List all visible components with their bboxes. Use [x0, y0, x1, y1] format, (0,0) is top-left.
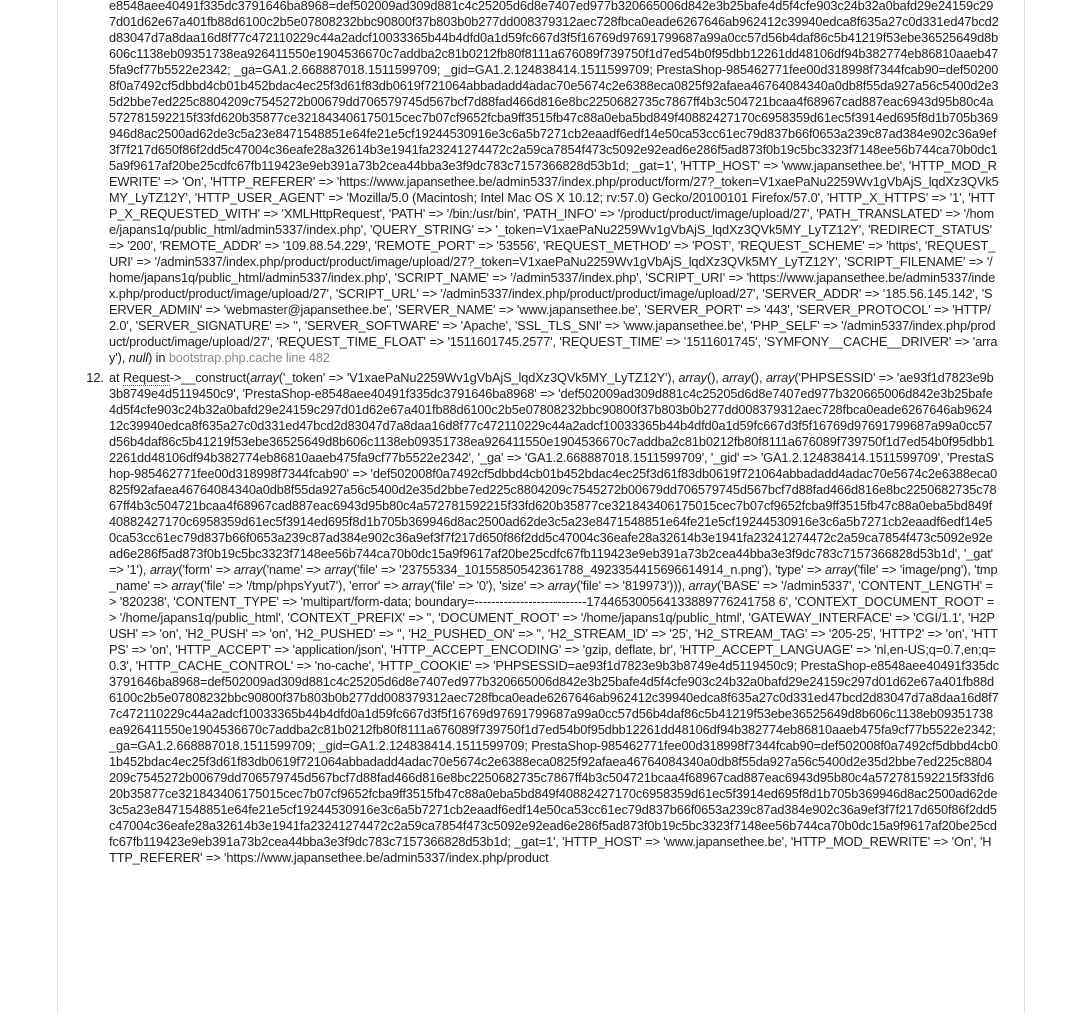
- trace-entry-call: [109, 370, 999, 866]
- trace-args-text: ('file' => '0'), 'size' =>: [430, 578, 548, 593]
- array-keyword: array: [547, 578, 577, 593]
- array-keyword: array: [233, 562, 263, 577]
- trace-args-text: ('file' => '23755334_10155850542361788_4923354415696614914_n.png'), 'type' =>: [352, 562, 826, 577]
- trace-entry-11: [58, 0, 1024, 366]
- array-keyword: array: [401, 578, 431, 593]
- trace-entry-number: 12.: [86, 370, 104, 385]
- trace-args-text: e8548aee40491f335dc3791646ba8968=def502009ad309d881c4c25205d6d8e7407ed977b320665006d842e3b25bafe4d5f4cfe903c24b32a0bafd29e24159c297d01d62e67a401fb88d6100c2b5e07808232bbc90800f37b803b0b277dd008379312aec728fbca0eade6267646ab962412c39940edca8f635a27c0d331ed47bcd2d83047d7a8daa16d8f77c472110229c44a2adcf10033365b44b4dfd0a1d59fc667d3f5f16769d97691799687a99a0cc57d56b4daf86c5b41219f53ebe36525649d8b606c1138eb09351738ea926411550e1904536670c7addba2c81b0212fb80f8111a676089f739750f1d7ed54b0f95dbb12261dd48106df94b382774eb86810aaeb475fa9cf77b5522e2342; _ga=GA1.2.668887018.1511599709; _gid=GA1.2.124838414.1511599709; PrestaShop-985462771fee00d318998f7344fcab90=def502008f0a7492cf5dbbd4cb01b452bdac4ec25f3d61f83db0619f721064abbadadd4adac70e5674c2e6388eca0825f92afaea46764084340a0db8f55da927a56c5400d2e35d2bbe7ed225c8804209c7545272b00679dd706579745d567bcf7d88fad466d816e8bc2250682735c7867ff4b3c504721bcaa4f68967cad887eac6943d95b80c4a572781592215f33fd620b35877ce321843406175015cec7b07cf9652fcba9ff3515fb47c88a0eba5bd849f40882427170c6958359d61ec5f3914ed695f8d1b705b369946d8ac2500ad62de3c5a23e8471548851e64fe21e5cf19244530916e3c6a5b7271cb2eaadf6edf14e50ca53cc61ec79d837b66f0653a239c87ad384e902c36a9ef3f7f217d650f86f2dd5c47004c36eafe28a32614b3e1941fa23241274472c2a59ca7854f473c5092e92ead6e286f5ad873f0b19c5bc3323f7148ee56b744ca70b0dc15a9f9617af20be25cdfc67fb119423e9eb391a73b2cea44bba3e3f9dc783c7157366828d53b1d; _gat=1', 'HTTP_HOST' => 'www.japansethee.be', 'HTTP_MOD_REWRITE' => 'On', 'HTTP_REFERER' => 'https://www.japansethee.be/admin5337/index.php/product/form/27?_token=V1xaePaNu2259Wv1gVbAjS_lqdXz3QVk5MY_LyTZ12Y', 'HTTP_USER_AGENT' => 'Mozilla/5.0 (Macintosh; Intel Mac OS X 10.12; rv:57.0) Gecko/20100101 Firefox/57.0', 'HTTP_X_HTTPS' => '1', 'HTTP_X_REQUESTED_WITH' => 'XMLHttpRequest', 'PATH' => '/bin:/usr/bin', 'PATH_INFO' => '/product/product/image/upload/27', 'PATH_TRANSLATED' => '/home/japans1q/public_html/admin5337/index.php', 'QUERY_STRING' => '_token=V1xaePaNu2259Wv1gVbAjS_lqdXz3QVk5MY_LyTZ12Y', 'REDIRECT_STATUS' => '200', 'REMOTE_ADDR' => '109.88.54.229', 'REMOTE_PORT' => '53556', 'REQUEST_METHOD' => 'POST', 'REQUEST_SCHEME' => 'https', 'REQUEST_URI' => '/admin5337/index.php/product/product/image/upload/27?_token=V1xaePaNu2259Wv1gVbAjS_lqdXz3QVk5MY_LyTZ12Y', 'SCRIPT_FILENAME' => '/home/japans1q/public_html/admin5337/index.php', 'SCRIPT_NAME' => '/admin5337/index.php', 'SCRIPT_URI' => 'https://www.japansethee.be/admin5337/index.php/product/product/image/upload/27', 'SCRIPT_URL' => '/admin5337/index.php/product/product/image/upload/27', 'SERVER_ADDR' => '185.56.145.142', 'SERVER_ADMIN' => 'webmaster@japansethee.be', 'SERVER_NAME' => 'www.japansethee.be', 'SERVER_PORT' => '443', 'SERVER_PROTOCOL' => 'HTTP/2.0', 'SERVER_SIGNATURE' => '', 'SERVER_SOFTWARE' => 'Apache', 'SSL_TLS_SNI' => 'www.japansethee.be', 'PHP_SELF' => '/admin5337/index.php/product/product/image/upload/27', 'REQUEST_TIME_FLOAT' => '1511601745.2577', 'REQUEST_TIME' => '1511601745', 'SYMFONY__CACHE__DRIVER' => 'array'),: [109, 0, 999, 365]
- array-keyword: array: [171, 578, 200, 593]
- trace-class-name[interactable]: Request: [122, 370, 170, 385]
- trace-method-name: ->__construct(: [169, 370, 251, 385]
- array-keyword: array: [149, 562, 179, 577]
- array-keyword: array: [722, 370, 751, 385]
- exception-trace-panel: [57, 0, 1025, 1013]
- array-keyword: array: [678, 370, 707, 385]
- array-keyword: array: [250, 370, 279, 385]
- array-keyword: array: [825, 562, 854, 577]
- trace-at-label: at: [109, 370, 123, 385]
- trace-args-text: ('file' => '/tmp/phpsYyut7'), 'error' =>: [200, 578, 402, 593]
- trace-args-text: ('form' =>: [178, 562, 234, 577]
- trace-args-text: ('_token' => 'V1xaePaNu2259Wv1gVbAjS_lqdXz3QVk5MY_LyTZ12Y'),: [278, 370, 679, 385]
- array-keyword: array: [765, 370, 795, 385]
- trace-entry-args: [109, 0, 999, 366]
- trace-args-text: ('name' =>: [262, 562, 325, 577]
- trace-entry-12: [58, 370, 1024, 866]
- trace-args-text: (),: [706, 370, 723, 385]
- trace-source-link[interactable]: bootstrap.php.cache line 482: [168, 350, 330, 365]
- trace-args-text: ('file' => '819973'))),: [576, 578, 689, 593]
- trace-args-text: ('BASE' => '/admin5337', 'CONTENT_LENGTH' => '820238', 'CONTENT_TYPE' => 'multipart/form-data; boundary=---------------------------174465300564133889776241758 6', 'CONTEXT_DOCUMENT_ROOT' => '/home/japans1q/public_html', 'CONTEXT_PREFIX' => '', 'DOCUMENT_ROOT' => '/home/japans1q/public_html', 'GATEWAY_INTERFACE' => 'CGI/1.1', 'H2PUSH' => 'on', 'H2_PUSH' => 'on', 'H2_PUSHED' => '', 'H2_PUSHED_ON' => '', 'H2_STREAM_ID' => '25', 'H2_STREAM_TAG' => '205-25', 'HTTP2' => 'on', 'HTTPS' => 'on', 'HTTP_ACCEPT' => 'application/json', 'HTTP_ACCEPT_ENCODING' => 'gzip, deflate, br', 'HTTP_ACCEPT_LANGUAGE' => 'nl,en-US;q=0.7,en;q=0.3', 'HTTP_CACHE_CONTROL' => 'no-cache', 'HTTP_COOKIE' => 'PHPSESSID=ae93f1d7823e9b3b8749e4d5119450c9; PrestaShop-e8548aee40491f335dc3791646ba8968=def502009ad309d881c4c25205d6d8e7407ed977b320665006d842e3b25bafe4d5f4cfe903c24b32a0bafd29e24159c297d01d62e67a401fb88d6100c2b5e07808232bbc90800f37b803b0b277dd008379312aec728fbca0eade6267646ab962412c39940edca8f635a27c0d331ed47bcd2d83047d7a8daa16d8f77c472110229c44a2adcf10033365b44b4dfd0a1d59fc667d3f5f16769d97691799687a99a0cc57d56b4daf86c5b41219f53ebe36525649d8b606c1138eb09351738ea926411550e1904536670c7addba2c81b0212fb80f8111a676089f739750f1d7ed54b0f95dbb12261dd48106df94b382774eb86810aaeb475fa9cf77b5522e2342; _ga=GA1.2.668887018.1511599709; _gid=GA1.2.124838414.1511599709; PrestaShop-985462771fee00d318998f7344fcab90=def502008f0a7492cf5dbbd4cb01b452bdac4ec25f3d61f83db0619f721064abbadadd4adac70e5674c2e6388eca0825f92afaea46764084340a0db8f55da927a56c5400d2e35d2bbe7ed225c8804209c7545272b00679dd706579745d567bcf7d88fad466d816e8bc2250682735c7867ff4b3c504721bcaa4f68967cad887eac6943d95b80c4a572781592215f33fd620b35877ce321843406175015cec7b07cf9652fcba9ff3515fb47c88a0eba5bd849f40882427170c6958359d61ec5f3914ed695f8d1b705b369946d8ac2500ad62de3c5a23e8471548851e64fe21e5cf19244530916e3c6a5b7271cb2eaadf6edf14e50ca53cc61ec79d837b66f0653a239c87ad384e902c36a9ef3f7f217d650f86f2dd5c47004c36eafe28a32614b3e1941fa23241274472c2a59ca7854f473c5092e92ead6e286f5ad873f0b19c5bc3323f7148ee56b744ca70b0dc15a9f9617af20be25cdfc67fb119423e9eb391a73b2cea44bba3e3f9dc783c7157366828d53b1d; _gat=1', 'HTTP_HOST' => 'www.japansethee.be', 'HTTP_MOD_REWRITE' => 'On', 'HTTP_REFERER' => 'https://www.japansethee.be/admin5337/index.php/product: [109, 578, 999, 865]
- trace-null-value: null: [128, 350, 149, 365]
- trace-args-text: ('file' => 'image/png'), 'tmp_name' =>: [109, 562, 998, 593]
- trace-args-text: ('PHPSESSID' => 'ae93f1d7823e9b3b8749e4d5119450c9', 'PrestaShop-e8548aee40491f335dc3791646ba8968' => 'def502009ad309d881c4c25205d6d8e7407ed977b320665006d842e3b25bafe4d5f4cfe903c24b32a0bafd29e24159c297d01d62e67a401fb88d6100c2b5e07808232bbc90800f37b803b0b277dd008379312aec728fbca0eade6267646ab962412c39940edca8f635a27c0d331ed47bcd2d83047d7a8daa16d8f77c472110229c44a2adcf10033365b44b4dfd0a1d59fc667d3f5f16769d97691799687a99a0cc57d56b4daf86c5b41219f53ebe36525649d8b606c1138eb09351738ea926411550e1904536670c7addba2c81b0212fb80f8111a676089f739750f1d7ed54b0f95dbb12261dd48106df94b382774eb86810aaeb475fa9cf77b5522e2342', '_ga' => 'GA1.2.668887018.1511599709', '_gid' => 'GA1.2.124838414.1511599709', 'PrestaShop-985462771fee00d318998f7344fcab90' => 'def502008f0a7492cf5dbbd4cb01b452bdac4ec25f3d61f83db0619f721064abbadadd4adac70e5674c2e6388eca0825f92afaea46764084340a0db8f55da927a56c5400d2e35d2bbe7ed225c8804209c7545272b00679dd706579745d567bcf7d88fad466d816e8bc2250682735c7867ff4b3c504721bcaa4f68967cad887eac6943d95b80c4a572781592215f33fd620b35877ce321843406175015cec7b07cf9652fcba9ff3515fb47c88a0eba5bd849f40882427170c6958359d61ec5f3914ed695f8d1b705b369946d8ac2500ad62de3c5a23e8471548851e64fe21e5cf19244530916e3c6a5b7271cb2eaadf6edf14e50ca53cc61ec79d837b66f0653a239c87ad384e902c36a9ef3f7f217d650f86f2dd5c47004c36eafe28a32614b3e1941fa23241274472c2a59ca7854f473c5092e92ead6e286f5ad873f0b19c5bc3323f7148ee56b744ca70b0dc15a9f9617af20be25cdfc67fb119423e9eb391a73b2cea44bba3e3f9dc783c7157366828d53b1d', '_gat' => '1'),: [109, 370, 998, 577]
- array-keyword: array: [688, 578, 718, 593]
- trace-in-label: ) in: [148, 350, 169, 365]
- array-keyword: array: [324, 562, 353, 577]
- trace-args-text: (),: [750, 370, 766, 385]
- stack-trace-list: [58, 0, 1024, 866]
